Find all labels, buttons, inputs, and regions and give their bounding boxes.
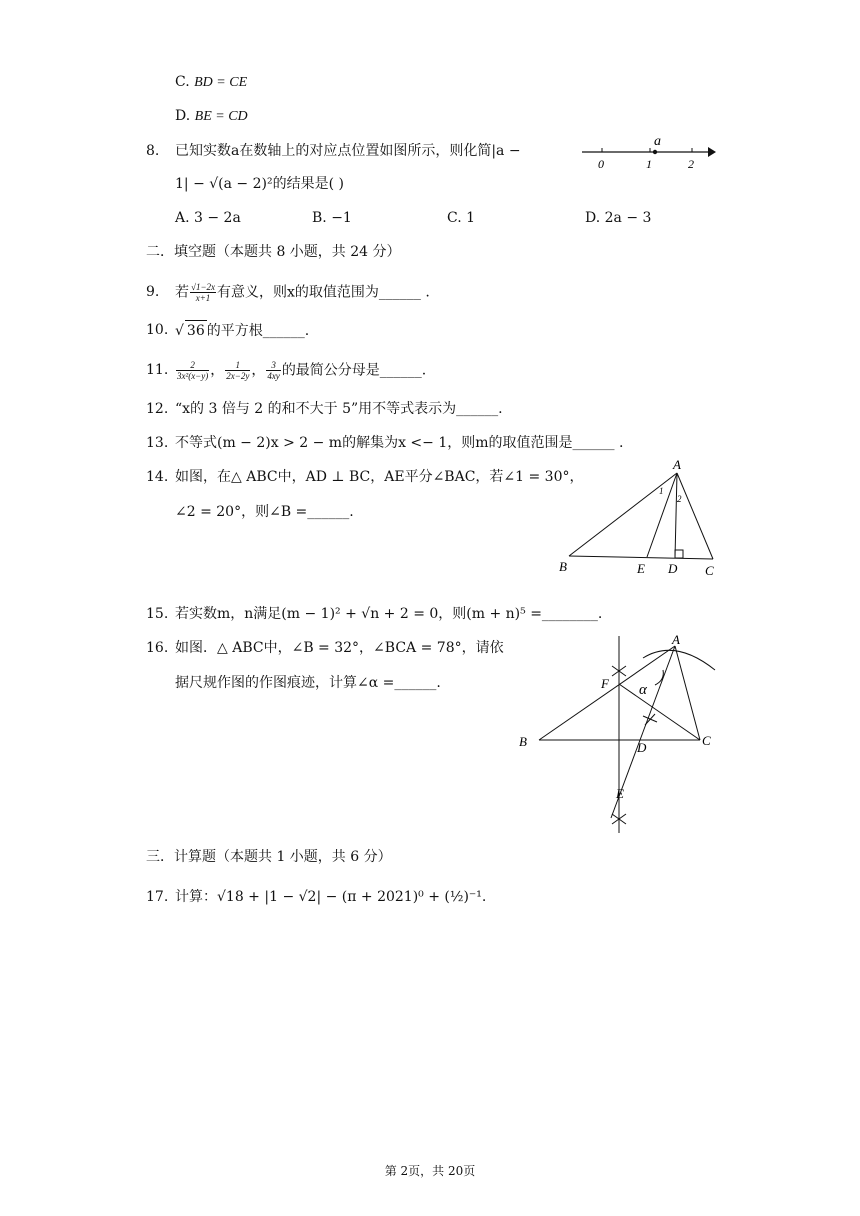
question-number: 15.: [146, 606, 169, 622]
q13-text: 不等式(m − 2)x > 2 − m的解集为x <− 1，则m的取值范围是______ .: [175, 435, 624, 451]
segment-ad: [675, 473, 677, 558]
q14-text-line2: ∠2 = 20°，则∠B =______.: [175, 504, 354, 520]
point-d-label: D: [668, 561, 678, 576]
q7-option-c: C. BD = CE: [175, 74, 248, 90]
angle-alpha-label: α: [639, 682, 647, 698]
section-heading: 二．填空题（本题共 8 小题，共 24 分）: [146, 244, 401, 260]
vertex-a-label: A: [672, 632, 680, 647]
q7-option-d: D. BE = CD: [175, 108, 248, 124]
point-a: [653, 150, 657, 154]
angle-alpha-arc: [655, 670, 663, 685]
question-number: 10.: [146, 322, 169, 338]
arc-mark-middle: [643, 714, 657, 725]
vertex-a-label: A: [673, 457, 681, 472]
tick-label-1: 1: [646, 157, 652, 171]
angle-1-label: 1: [659, 486, 664, 496]
q11-text: $\frac{2}{\text{3x²(x−y)}}$ ， $\frac{1}{2x-2y}$ ， $\frac{3}{4xy}$ 的最简公分母是______.: [177, 360, 427, 381]
side-ab: [539, 646, 675, 740]
q8-option-d: D. 2a − 3: [585, 210, 652, 226]
q8-option-c: C. 1: [447, 210, 476, 226]
q17-text: 计算：√18 + |1 − √2| − (π + 2021)⁰ + (½)⁻¹.: [175, 889, 487, 905]
q11-fraction-2: $\frac{1}{2x-2y}$: [226, 360, 250, 381]
q15-text: 若实数m，n满足(m − 1)² + √n + 2 = 0，则(m + n)⁵ =________.: [175, 606, 603, 622]
question-number: 17.: [146, 889, 169, 905]
question-number: 16.: [146, 640, 169, 656]
q14-text-line1: 如图，在△ ABC中，AD ⊥ BC，AE平分∠BAC，若∠1 = 30°，: [175, 469, 584, 485]
q16-text-line2: 据尺规作图的作图痕迹，计算∠α =______.: [175, 675, 441, 691]
vertex-c-label: C: [702, 733, 711, 748]
question-number: 11.: [146, 362, 169, 378]
q8-option-b: B. −1: [312, 210, 352, 226]
point-e-label: E: [616, 786, 624, 801]
point-a-label: a: [654, 134, 661, 149]
number-line-figure: [578, 128, 718, 172]
q11-fraction-1: $\frac{2}{\text{3x²(x−y)}}$: [177, 360, 209, 381]
q12-text: “x的 3 倍与 2 的和不大于 5”用不等式表示为______.: [175, 401, 503, 417]
right-angle-mark: [675, 550, 683, 558]
vertex-b-label: B: [559, 559, 567, 574]
q8-text-line1: 已知实数a在数轴上的对应点位置如图所示，则化简|a −: [175, 143, 521, 159]
triangle-abc-figure: [555, 455, 725, 580]
construction-figure: [515, 628, 735, 838]
q10-text: √ 36 的平方根______.: [175, 320, 309, 341]
question-number: 8.: [146, 143, 160, 159]
side-ac: [677, 473, 713, 559]
question-number: 13.: [146, 435, 169, 451]
point-e-label: E: [637, 561, 645, 576]
angle-2-label: 2: [677, 494, 682, 504]
point-d-label: D: [637, 740, 647, 755]
point-f-label: F: [601, 676, 609, 691]
vertex-c-label: C: [705, 563, 714, 578]
question-number: 14.: [146, 469, 169, 485]
q8-option-a: A. 3 − 2a: [175, 210, 241, 226]
vertex-b-label: B: [519, 734, 527, 749]
question-number: 9.: [146, 284, 160, 300]
tick-label-2: 2: [688, 157, 694, 171]
arrow-icon: [708, 147, 716, 157]
q9-fraction: $\frac{√1-2x}{x+1}$: [191, 282, 216, 303]
side-bc: [569, 556, 713, 559]
page-footer: 第 2页，共 20页: [384, 1164, 476, 1178]
q9-text: 若 $\frac{√1-2x}{x+1}$ 有意义，则x的取值范围为______ .: [175, 282, 430, 303]
q11-fraction-3: $\frac{3}{4xy}$: [267, 360, 280, 381]
question-number: 12.: [146, 401, 169, 417]
section-heading: 三．计算题（本题共 1 小题，共 6 分）: [146, 849, 392, 865]
q16-text-line1: 如图．△ ABC中，∠B = 32°，∠BCA = 78°，请依: [175, 640, 504, 656]
tick-label-0: 0: [598, 157, 604, 171]
q8-text-line2: 1| − √(a − 2)²的结果是( ): [175, 176, 344, 192]
